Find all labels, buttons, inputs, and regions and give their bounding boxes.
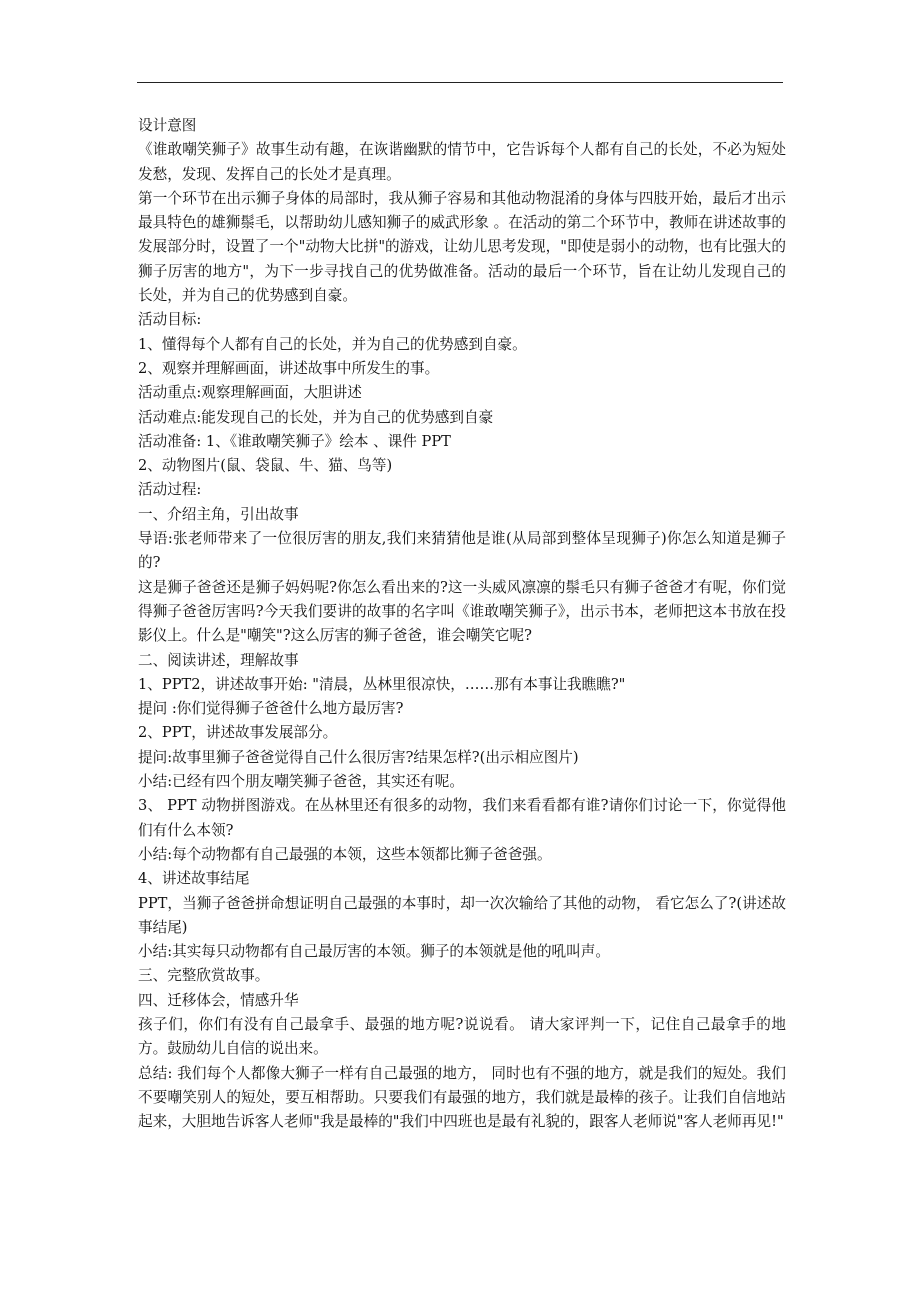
puzzle-game-paragraph: 3、 PPT 动物拼图游戏。在丛林里还有很多的动物，我们来看看都有谁?请你们讨论一下，你觉得他们有什么本领? [138,797,786,839]
lion-discussion-paragraph: 这是狮子爸爸还是狮子妈妈呢?你怎么看出来的?这一头威风凛凛的鬃毛只有狮子爸爸才有呢，你们觉得狮子爸爸厉害吗?今天我们要讲的故事的名字叫《谁敢嘲笑狮子》，出示书本，老师把这本书放在投影仪上。什么是"嘲笑"?这么厉害的狮子爸爸，谁会嘲笑它呢? [138,578,786,645]
difficulty-line: 活动难点:能发现自己的长处，并为自己的优势感到自豪 [138,408,494,426]
step-heading-2: 二、阅读讲述，理解故事 [138,651,299,669]
intro-paragraph: 导语:张老师带来了一位很厉害的朋友,我们来猜猜他是谁(从局部到整体呈现狮子)你怎么知道是狮子的? [138,530,786,572]
section-heading-process: 活动过程: [138,481,202,499]
goal-item-2: 2、观察并理解画面，讲述故事中所发生的事。 [138,359,440,377]
story-start-line: 1、PPT2，讲述故事开始: "清晨，丛林里很凉快，……那有本事让我瞧瞧?" [138,675,626,693]
summary-line-1: 小结:已经有四个朋友嘲笑狮子爸爸，其实还有呢。 [138,773,464,791]
step-heading-4: 四、迁移体会，情感升华 [138,991,299,1009]
document-body [138,114,786,1134]
focus-line: 活动重点:观察理解画面，大胆讲述 [138,384,362,402]
conclusion-paragraph: 总结: 我们每个人都像大狮子一样有自己最强的地方， 同时也有不强的地方，就是我们的短处。我们不要嘲笑别人的短处，要互相帮助。只要我们有最强的地方，我们就是最棒的孩子。让我们自信地站起来，大胆地告诉客人老师"我是最棒的"我们中四班也是最有礼貌的，跟客人老师说"客人老师再见!" [138,1064,786,1131]
preparation-line-2: 2、动物图片(鼠、袋鼠、牛、猫、鸟等) [138,457,393,475]
summary-line-2: 小结:每个动物都有自己最强的本领，这些本领都比狮子爸爸强。 [138,845,552,863]
preparation-line-1: 活动准备: 1、《谁敢嘲笑狮子》绘本 、课件 PPT [138,432,451,450]
summary-line-3: 小结:其实每只动物都有自己最厉害的本领。狮子的本领就是他的吼叫声。 [138,943,610,961]
children-strengths-paragraph: 孩子们，你们有没有自己最拿手、最强的地方呢?说说看。 请大家评判一下，记住自己最拿手的地方。鼓励幼儿自信的说出来。 [138,1015,786,1058]
step-heading-3: 三、完整欣赏故事。 [138,967,270,985]
section-heading-goals: 活动目标: [138,311,202,329]
paragraph-story-summary: 《谁敢嘲笑狮子》故事生动有趣，在诙谐幽默的情节中，它告诉每个人都有自己的长处，不必为短处发愁，发现、发挥自己的长处才是真理。 [138,141,786,183]
question-line-2: 提问:故事里狮子爸爸觉得自己什么很厉害?结果怎样?(出示相应图片) [138,748,579,766]
step-heading-1: 一、介绍主角，引出故事 [138,505,299,523]
story-ending-paragraph: PPT，当狮子爸爸拼命想证明自己最强的本事时，却一次次输给了其他的动物， 看它怎么了?(讲述故事结尾) [138,894,786,936]
goal-item-1: 1、懂得每个人都有自己的长处，并为自己的优势感到自豪。 [138,335,527,353]
header-rule [137,82,783,83]
question-line-1: 提问 :你们觉得狮子爸爸什么地方最厉害? [138,700,404,718]
paragraph-design-details: 第一个环节在出示狮子身体的局部时，我从狮子容易和其他动物混淆的身体与四肢开始，最后才出示最具特色的雄狮鬃毛，以帮助幼儿感知狮子的威武形象 。在活动的第二个环节中，教师在讲述故事的发展部分时，设置了一个"动物大比拼"的游戏，让幼儿思考发现，"即使是弱小的动物，也有比强大的狮子厉害的地方"，为下一步寻找自己的优势做准备。活动的最后一个环节，旨在让幼儿发现自己的长处，并为自己的优势感到自豪。 [138,189,786,305]
section-heading-design-intent: 设计意图 [138,117,197,134]
story-ending-heading: 4、讲述故事结尾 [138,870,250,888]
story-development-line: 2、PPT，讲述故事发展部分。 [138,724,338,742]
